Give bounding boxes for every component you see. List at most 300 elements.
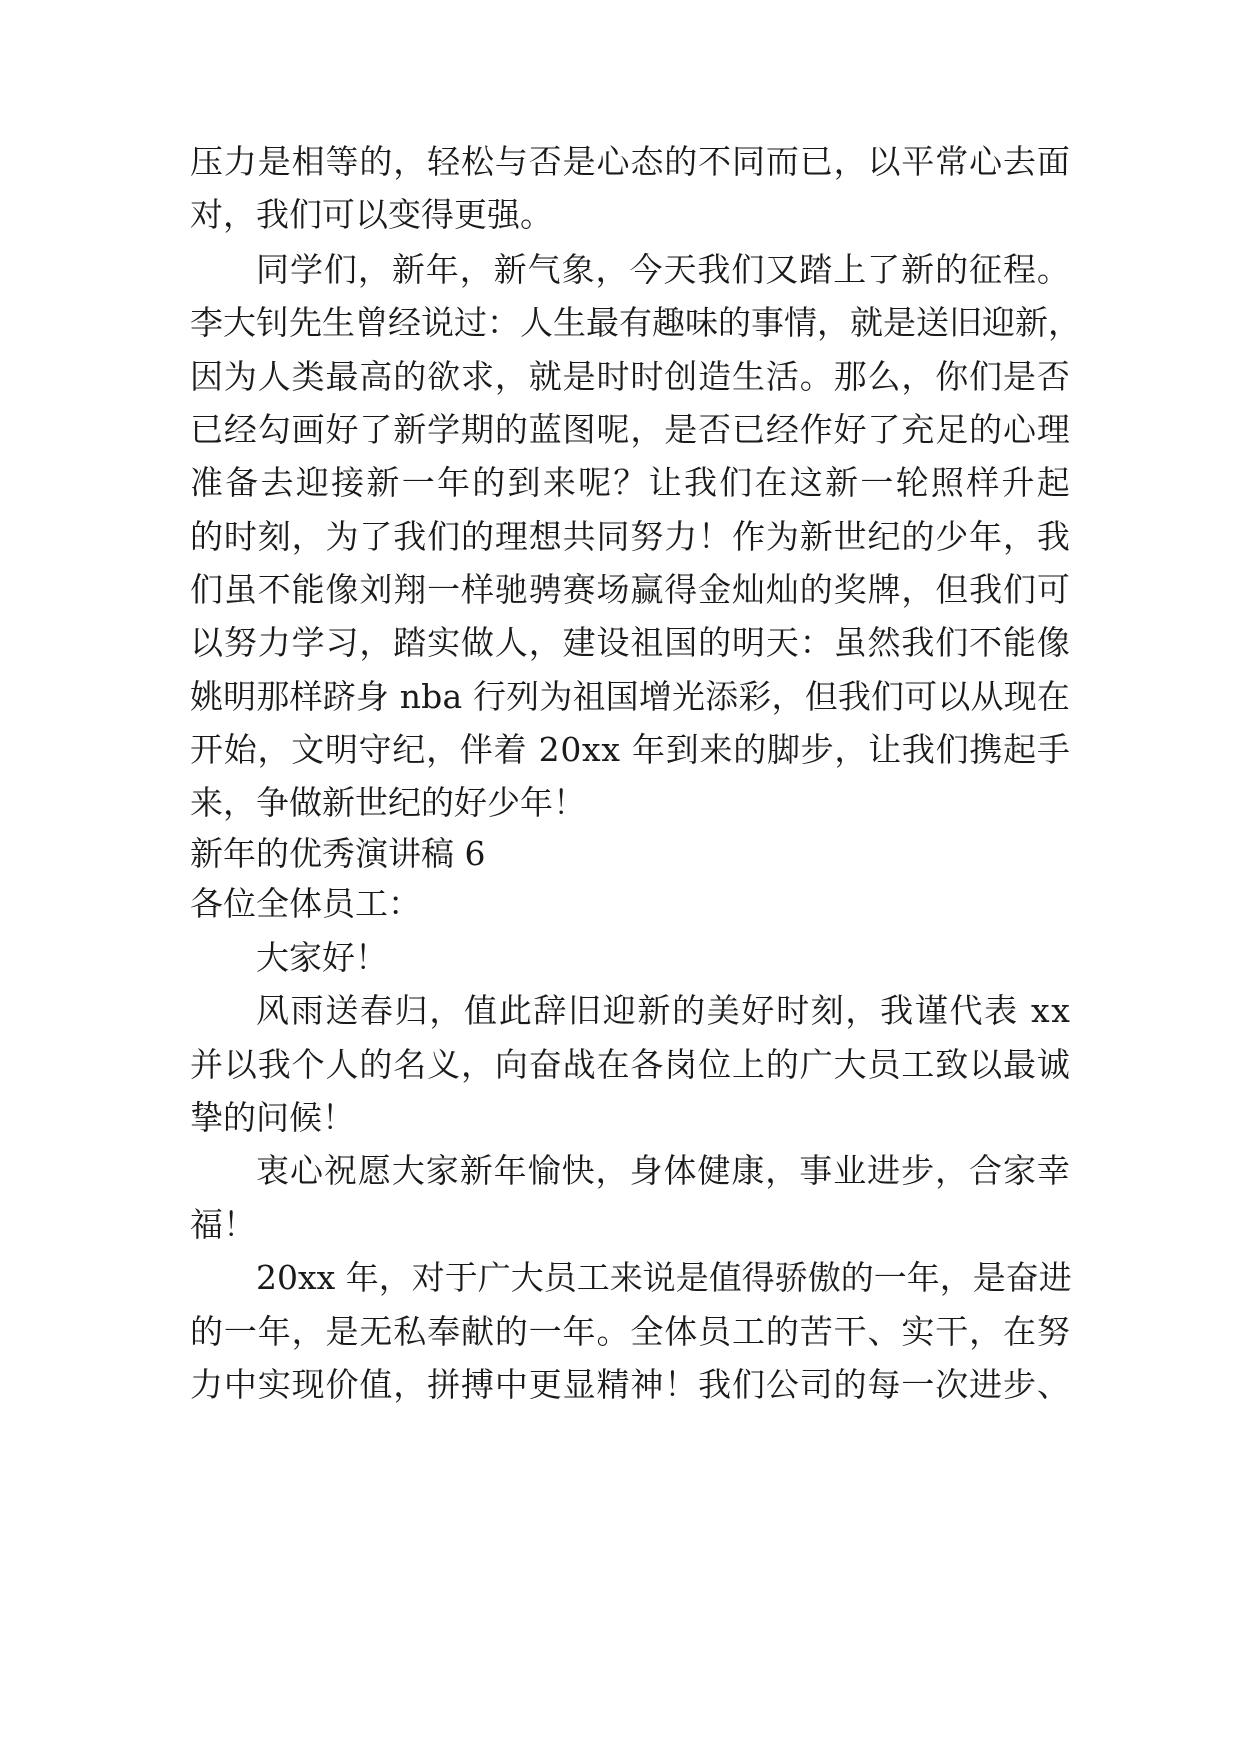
text-glyph: 身: [355, 677, 389, 716]
text-glyph: 事: [751, 303, 784, 342]
text-glyph: 为: [223, 357, 257, 396]
text-glyph: 样: [966, 463, 1000, 502]
text-glyph: 能: [291, 570, 325, 609]
text-glyph: 生: [322, 303, 355, 342]
text-glyph: 造: [698, 357, 732, 396]
text-glyph: 翔: [393, 570, 427, 609]
text-glyph: 搏: [461, 1365, 494, 1404]
text-glyph: 步: [901, 1151, 935, 1190]
text-glyph: 是: [562, 357, 596, 396]
text-glyph: 致: [935, 1045, 969, 1084]
text-glyph: 、: [1036, 1365, 1070, 1404]
text-glyph: 们: [1003, 570, 1036, 609]
text-glyph: 们: [719, 463, 753, 502]
text-glyph: 像: [325, 570, 359, 609]
text-glyph: 干: [833, 1312, 867, 1351]
text-glyph: 进: [969, 1365, 1003, 1404]
text-glyph: 的: [461, 517, 494, 556]
text-glyph: 呢: [596, 410, 630, 449]
text-glyph: 趣: [652, 303, 685, 342]
text-glyph: 表: [984, 991, 1018, 1030]
text-glyph: 广: [477, 1258, 511, 1297]
text-glyph: 手: [1036, 730, 1070, 769]
text-glyph: x: [1030, 991, 1050, 1030]
text-glyph: [527, 720, 538, 780]
text-glyph: 祖: [572, 677, 606, 716]
text-glyph: 是: [972, 1258, 1006, 1297]
text-glyph: 国: [605, 677, 639, 716]
text-glyph: 类: [291, 357, 325, 396]
text-glyph: 到: [507, 463, 541, 502]
text-glyph: 生: [732, 357, 765, 396]
text-glyph: 但: [804, 677, 838, 716]
text-glyph: 理: [1036, 410, 1070, 449]
text-glyph: 健: [697, 1151, 731, 1190]
text-glyph: 。: [1036, 250, 1070, 289]
text-glyph: 实: [901, 1312, 935, 1351]
text-glyph: 经: [223, 410, 257, 449]
text-glyph: 守: [358, 730, 392, 769]
text-glyph: 的: [672, 991, 706, 1030]
text-glyph: 大: [510, 1258, 544, 1297]
text-glyph: 骋: [528, 570, 562, 609]
text-glyph: 此: [498, 991, 532, 1030]
text-glyph: 司: [799, 1365, 833, 1404]
text-glyph: 共: [562, 517, 596, 556]
text-glyph: 苦: [799, 1312, 833, 1351]
text-glyph: 让: [648, 463, 682, 502]
text-glyph: [462, 667, 473, 727]
text-glyph: 的: [393, 357, 427, 396]
text-glyph: 同: [256, 250, 289, 289]
text-glyph: 的: [901, 517, 935, 556]
text-glyph: 是: [325, 1312, 359, 1351]
text-glyph: 一: [223, 1312, 257, 1351]
text-glyph: 脚: [766, 730, 800, 769]
text-glyph: 但: [935, 570, 969, 609]
text-glyph: 人: [494, 623, 528, 662]
text-glyph: 进: [1038, 1258, 1072, 1297]
text-glyph: 虽: [223, 570, 257, 609]
text-glyph: 努: [1036, 1312, 1070, 1351]
body-text-line: 对，我们可以变得更强。: [190, 195, 553, 234]
text-glyph: ，: [771, 677, 805, 716]
text-glyph: 衷: [256, 1151, 289, 1190]
text-glyph: 在: [1003, 1312, 1036, 1351]
text-glyph: 新: [393, 410, 427, 449]
text-glyph: 各: [630, 1045, 664, 1084]
text-glyph: 步: [800, 730, 834, 769]
text-glyph: 我: [837, 677, 871, 716]
text-glyph: 已: [799, 142, 833, 181]
text-glyph: 新: [366, 463, 400, 502]
text-glyph: 以: [190, 623, 223, 662]
text-glyph: b: [421, 677, 443, 716]
text-glyph: 不: [257, 570, 291, 609]
text-glyph: 我: [1036, 517, 1070, 556]
text-glyph: 员: [867, 1045, 901, 1084]
text-glyph: 年: [257, 1312, 291, 1351]
text-glyph: 先: [289, 303, 322, 342]
text-glyph: 的: [494, 410, 528, 449]
text-glyph: 踏: [393, 623, 427, 662]
text-glyph: ，: [494, 357, 528, 396]
text-glyph: 起: [1003, 730, 1037, 769]
text-glyph: 的: [718, 303, 751, 342]
text-glyph: 们: [871, 677, 905, 716]
body-text-line: [190, 347, 1070, 407]
body-text-line: 挚的问候！: [190, 1098, 355, 1137]
text-glyph: 心: [969, 142, 1003, 181]
text-glyph: 我: [393, 517, 427, 556]
body-text-line: [190, 1035, 1070, 1095]
text-glyph: 在: [1036, 677, 1070, 716]
text-glyph: [335, 1248, 346, 1308]
text-glyph: 岗: [664, 1045, 698, 1084]
text-glyph: 年: [969, 517, 1003, 556]
text-glyph: x: [1051, 991, 1070, 1030]
text-glyph: 来: [699, 730, 733, 769]
text-glyph: 向: [494, 1045, 528, 1084]
text-glyph: 我: [901, 730, 935, 769]
text-glyph: 无: [359, 1312, 393, 1351]
text-glyph: 灿: [732, 570, 765, 609]
text-glyph: 私: [393, 1312, 427, 1351]
text-glyph: 国: [664, 623, 698, 662]
text-glyph: 建: [562, 623, 596, 662]
text-glyph: 作: [732, 517, 765, 556]
text-glyph: 新: [493, 250, 527, 289]
text-glyph: 员: [543, 1258, 577, 1297]
text-glyph: ！: [698, 517, 732, 556]
text-glyph: 的: [765, 1045, 799, 1084]
text-glyph: 姚: [190, 677, 223, 716]
text-glyph: 了: [867, 410, 901, 449]
text-glyph: 上: [732, 1045, 765, 1084]
text-glyph: 是: [257, 142, 291, 181]
text-glyph: ，: [901, 570, 935, 609]
text-glyph: 态: [630, 142, 664, 181]
text-glyph: 上: [833, 250, 867, 289]
text-glyph: ，: [1048, 303, 1081, 342]
text-glyph: 得: [664, 570, 698, 609]
text-glyph: 的: [494, 1312, 528, 1351]
text-glyph: 接: [331, 463, 365, 502]
text-glyph: 世: [833, 517, 867, 556]
text-glyph: 理: [494, 517, 528, 556]
text-glyph: 了: [359, 517, 393, 556]
text-glyph: 面: [1036, 142, 1070, 181]
text-glyph: 员: [698, 1312, 732, 1351]
text-glyph: 工: [576, 1258, 610, 1297]
text-glyph: 们: [969, 357, 1003, 396]
text-glyph: 常: [935, 142, 969, 181]
text-glyph: 伴: [459, 730, 493, 769]
text-glyph: 2: [538, 730, 560, 769]
text-glyph: ，: [969, 1312, 1003, 1351]
text-glyph: 最: [586, 303, 619, 342]
text-glyph: ，: [935, 1151, 969, 1190]
text-glyph: 的: [935, 250, 969, 289]
text-glyph: 的: [190, 1312, 223, 1351]
text-glyph: 对: [411, 1258, 445, 1297]
text-glyph: 愿: [357, 1151, 391, 1190]
text-glyph: 图: [562, 410, 596, 449]
text-glyph: ，: [630, 410, 664, 449]
text-glyph: 大: [391, 1151, 425, 1190]
text-glyph: 全: [630, 1312, 664, 1351]
text-glyph: 人: [325, 1045, 359, 1084]
text-glyph: 就: [850, 303, 883, 342]
text-glyph: 迎: [982, 303, 1015, 342]
text-glyph: 场: [596, 570, 630, 609]
text-glyph: ，: [1003, 517, 1036, 556]
text-glyph: 生: [553, 303, 586, 342]
text-glyph: 价: [325, 1365, 359, 1404]
text-glyph: 雨: [290, 991, 324, 1030]
text-glyph: 添: [705, 677, 739, 716]
text-glyph: 的: [664, 142, 698, 181]
text-glyph: 们: [731, 250, 765, 289]
greeting-line: 大家好！: [256, 938, 388, 977]
text-glyph: 我: [969, 570, 1003, 609]
text-glyph: [389, 667, 400, 727]
text-glyph: ，: [291, 1312, 325, 1351]
text-glyph: 名: [393, 1045, 427, 1084]
text-glyph: 好: [741, 991, 775, 1030]
text-glyph: 精: [596, 1365, 630, 1404]
text-glyph: 一: [873, 1258, 907, 1297]
text-glyph: 始: [223, 730, 257, 769]
text-glyph: 家: [425, 1151, 459, 1190]
text-glyph: ，: [901, 357, 935, 396]
body-text-line: [190, 1355, 1070, 1415]
text-glyph: 时: [223, 517, 257, 556]
text-glyph: 年: [345, 1258, 379, 1297]
text-glyph: 力: [190, 1365, 223, 1404]
text-glyph: 学: [289, 250, 323, 289]
text-glyph: 虽: [833, 623, 867, 662]
text-glyph: 以: [867, 142, 901, 181]
text-glyph: 为: [325, 517, 359, 556]
text-glyph: [621, 720, 632, 780]
text-glyph: 旧: [949, 303, 982, 342]
text-glyph: 大: [833, 1045, 867, 1084]
text-glyph: 傲: [807, 1258, 841, 1297]
text-glyph: 就: [528, 357, 562, 396]
text-glyph: 轮: [895, 463, 929, 502]
text-glyph: 2: [256, 1258, 277, 1297]
text-glyph: 干: [935, 1312, 969, 1351]
text-glyph: 愉: [527, 1151, 561, 1190]
text-glyph: 为: [539, 677, 573, 716]
text-glyph: 钊: [256, 303, 289, 342]
text-glyph: 骄: [774, 1258, 808, 1297]
text-glyph: 携: [969, 730, 1003, 769]
text-glyph: 新: [459, 1151, 493, 1190]
text-glyph: 平: [901, 142, 935, 181]
text-glyph: 否: [698, 410, 732, 449]
text-glyph: 值: [708, 1258, 742, 1297]
text-glyph: 过: [454, 303, 487, 342]
text-glyph: 升: [1001, 463, 1035, 502]
text-glyph: 显: [562, 1365, 596, 1404]
text-glyph: ！: [664, 1365, 698, 1404]
text-glyph: 年: [436, 463, 470, 502]
text-glyph: 最: [1003, 1045, 1036, 1084]
text-glyph: 一: [860, 463, 894, 502]
text-glyph: 我: [683, 463, 717, 502]
text-glyph: 康: [731, 1151, 765, 1190]
text-glyph: 又: [765, 250, 799, 289]
text-glyph: 拼: [427, 1365, 461, 1404]
body-text-line: [190, 613, 1070, 673]
text-glyph: x: [298, 1258, 317, 1297]
text-glyph: 旧: [568, 991, 602, 1030]
paragraph-first-line: [256, 240, 1070, 300]
text-glyph: n: [399, 677, 421, 716]
text-glyph: 、: [867, 1312, 901, 1351]
text-glyph: 那: [256, 677, 290, 716]
text-glyph: 战: [562, 1045, 596, 1084]
text-glyph: 送: [916, 303, 949, 342]
body-text-line: [190, 293, 1081, 353]
text-glyph: 想: [528, 517, 562, 556]
text-glyph: 文: [291, 730, 325, 769]
text-glyph: 的: [698, 623, 732, 662]
text-glyph: 备: [225, 463, 259, 502]
text-glyph: 们: [190, 570, 223, 609]
text-glyph: 与: [494, 142, 528, 181]
text-glyph: 气: [527, 250, 561, 289]
text-glyph: ，: [461, 1045, 494, 1084]
text-glyph: 奋: [1005, 1258, 1039, 1297]
body-text-line: [190, 1302, 1070, 1362]
text-glyph: 最: [325, 357, 359, 396]
text-glyph: 0: [560, 730, 582, 769]
body-text-line: [190, 720, 1070, 780]
text-glyph: 的: [765, 1312, 799, 1351]
text-glyph: 不: [969, 623, 1003, 662]
text-glyph: 金: [698, 570, 732, 609]
text-glyph: 跻: [322, 677, 356, 716]
text-glyph: 纪: [867, 517, 901, 556]
text-glyph: 那: [833, 357, 867, 396]
text-glyph: 努: [630, 517, 664, 556]
text-glyph: 设: [596, 623, 630, 662]
text-glyph: 年: [425, 250, 459, 289]
text-glyph: 可: [1036, 570, 1070, 609]
text-glyph: 刘: [359, 570, 393, 609]
text-glyph: 像: [1036, 623, 1070, 662]
text-glyph: 等: [325, 142, 359, 181]
paragraph-first-line: [256, 1141, 1070, 1201]
text-glyph: 因: [190, 357, 223, 396]
text-glyph: 情: [784, 303, 817, 342]
text-glyph: 的: [799, 570, 833, 609]
text-glyph: 年: [562, 1312, 596, 1351]
text-glyph: 进: [867, 1151, 901, 1190]
text-glyph: 而: [765, 142, 799, 181]
text-glyph: 压: [190, 142, 223, 181]
text-glyph: 你: [935, 357, 969, 396]
text-glyph: 次: [935, 1365, 969, 1404]
text-glyph: 的: [190, 517, 223, 556]
text-glyph: 赢: [630, 570, 664, 609]
text-glyph: 可: [904, 677, 938, 716]
text-glyph: 我: [257, 1045, 291, 1084]
text-glyph: 曾: [355, 303, 388, 342]
text-glyph: ：: [799, 623, 833, 662]
text-glyph: 值: [359, 1365, 393, 1404]
text-glyph: 学: [291, 623, 325, 662]
text-glyph: 一: [401, 463, 435, 502]
text-glyph: 活: [765, 357, 799, 396]
text-glyph: 足: [935, 410, 969, 449]
text-glyph: 做: [461, 623, 494, 662]
text-glyph: ，: [765, 1151, 799, 1190]
text-glyph: 力: [664, 517, 698, 556]
text-glyph: 时: [776, 991, 810, 1030]
text-glyph: 辞: [533, 991, 567, 1030]
text-glyph: 刻: [810, 991, 844, 1030]
text-glyph: 否: [1036, 357, 1070, 396]
text-glyph: 公: [765, 1365, 799, 1404]
text-glyph: ，: [426, 730, 460, 769]
text-glyph: 充: [901, 410, 935, 449]
text-glyph: 0: [277, 1258, 298, 1297]
text-glyph: 的: [359, 142, 393, 181]
text-glyph: 更: [528, 1365, 562, 1404]
text-glyph: 来: [542, 463, 576, 502]
text-glyph: ，: [817, 303, 850, 342]
text-glyph: 好: [325, 410, 359, 449]
text-glyph: 有: [619, 303, 652, 342]
text-glyph: 轻: [427, 142, 461, 181]
text-glyph: 人: [257, 357, 291, 396]
text-glyph: 以: [937, 677, 971, 716]
text-glyph: 我: [698, 1365, 732, 1404]
text-glyph: 的: [833, 1365, 867, 1404]
text-glyph: 作: [799, 410, 833, 449]
text-glyph: 的: [733, 730, 767, 769]
text-glyph: 谨: [914, 991, 948, 1030]
text-glyph: 赛: [562, 570, 596, 609]
text-glyph: 刻: [257, 517, 291, 556]
text-glyph: 勾: [257, 410, 291, 449]
text-glyph: 春: [360, 991, 394, 1030]
text-glyph: 新: [391, 250, 425, 289]
text-glyph: 我: [880, 991, 914, 1030]
text-glyph: 经: [388, 303, 421, 342]
text-glyph: 祝: [323, 1151, 357, 1190]
text-glyph: 中: [223, 1365, 257, 1404]
text-glyph: 以: [969, 1045, 1003, 1084]
text-glyph: 献: [461, 1312, 494, 1351]
text-glyph: 行: [472, 677, 506, 716]
text-glyph: 到: [665, 730, 699, 769]
text-glyph: 神: [630, 1365, 664, 1404]
text-glyph: 事: [799, 1151, 833, 1190]
text-glyph: 们: [323, 250, 357, 289]
text-glyph: 的: [969, 410, 1003, 449]
text-glyph: 大: [223, 303, 256, 342]
text-glyph: 广: [799, 1045, 833, 1084]
text-glyph: 的: [840, 1258, 874, 1297]
paragraph-first-line: [256, 1248, 1070, 1308]
body-text-line: [190, 560, 1070, 620]
text-glyph: 是: [883, 303, 916, 342]
